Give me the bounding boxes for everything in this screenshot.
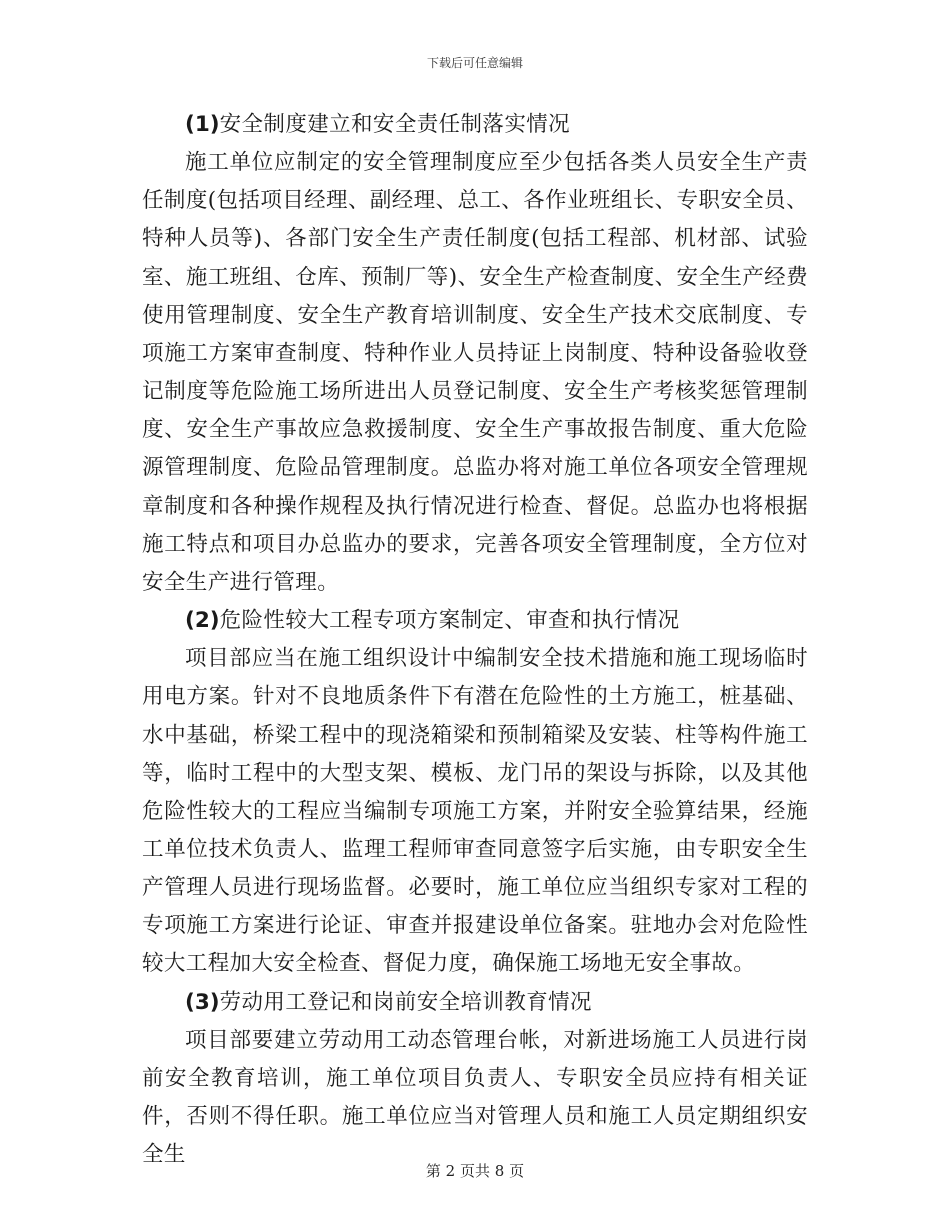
section-number: (1) xyxy=(185,112,220,137)
section-title: 危险性较大工程专项方案制定、审查和执行情况 xyxy=(219,608,680,634)
section-heading xyxy=(142,106,808,144)
page-footer: 第 2 页共 8 页 xyxy=(425,1162,525,1180)
document-body xyxy=(142,106,808,1174)
section-paragraph: 项目部要建立劳动用工动态管理台帐，对新进场施工人员进行岗前安全教育培训，施工单位项目负责人、专职安全员应持有相关证件，否则不得任职。施工单位应当对管理人员和施工人员定期组织安全生 xyxy=(142,1027,808,1168)
section-paragraph: 施工单位应制定的安全管理制度应至少包括各类人员安全生产责任制度(包括项目经理、副经理、总工、各作业班组长、专职安全员、特种人员等)、各部门安全生产责任制度(包括工程部、机材部、试验室、施工班组、仓库、预制厂等)、安全生产检查制度、安全生产经费使用管理制度、安全生产教育培训制度、安全生产技术交底制度、专项施工方案审查制度、特种作业人员持证上岗制度、特种设备验收登记制度等危险施工场所进出人员登记制度、安全生产考核奖惩管理制度、安全生产事故应急救援制度、安全生产事故报告制度、重大危险源管理制度、危险品管理制度。总监办将对施工单位各项安全管理规章制度和各种操作规程及执行情况进行检查、督促。总监办也将根据施工特点和项目办总监办的要求，完善各项安全管理制度，全方位对安全生产进行管理。 xyxy=(142,150,808,595)
section-number: (3) xyxy=(185,989,220,1015)
section-title: 安全制度建立和安全责任制落实情况 xyxy=(219,112,571,137)
section-heading xyxy=(142,602,808,640)
section-number: (2) xyxy=(185,608,220,634)
section-heading xyxy=(142,984,808,1022)
section-paragraph: 项目部应当在施工组织设计中编制安全技术措施和施工现场临时用电方案。针对不良地质条件下有潜在危险性的土方施工，桩基础、水中基础，桥梁工程中的现浇箱梁和预制箱梁及安装、柱等构件施工等，临时工程中的大型支架、模板、龙门吊的架设与拆除，以及其他危险性较大的工程应当编制专项施工方案，并附安全验算结果，经施工单位技术负责人、监理工程师审查同意签字后实施，由专职安全生产管理人员进行现场监督。必要时，施工单位应当组织专家对工程的专项施工方案进行论证、审查并报建设单位备案。驻地办会对危险性较大工程加大安全检查、督促力度，确保施工场地无安全事故。 xyxy=(142,646,808,977)
page-header: 下载后可任意编辑 xyxy=(426,56,523,70)
section-title: 劳动用工登记和岗前安全培训教育情况 xyxy=(219,989,592,1015)
